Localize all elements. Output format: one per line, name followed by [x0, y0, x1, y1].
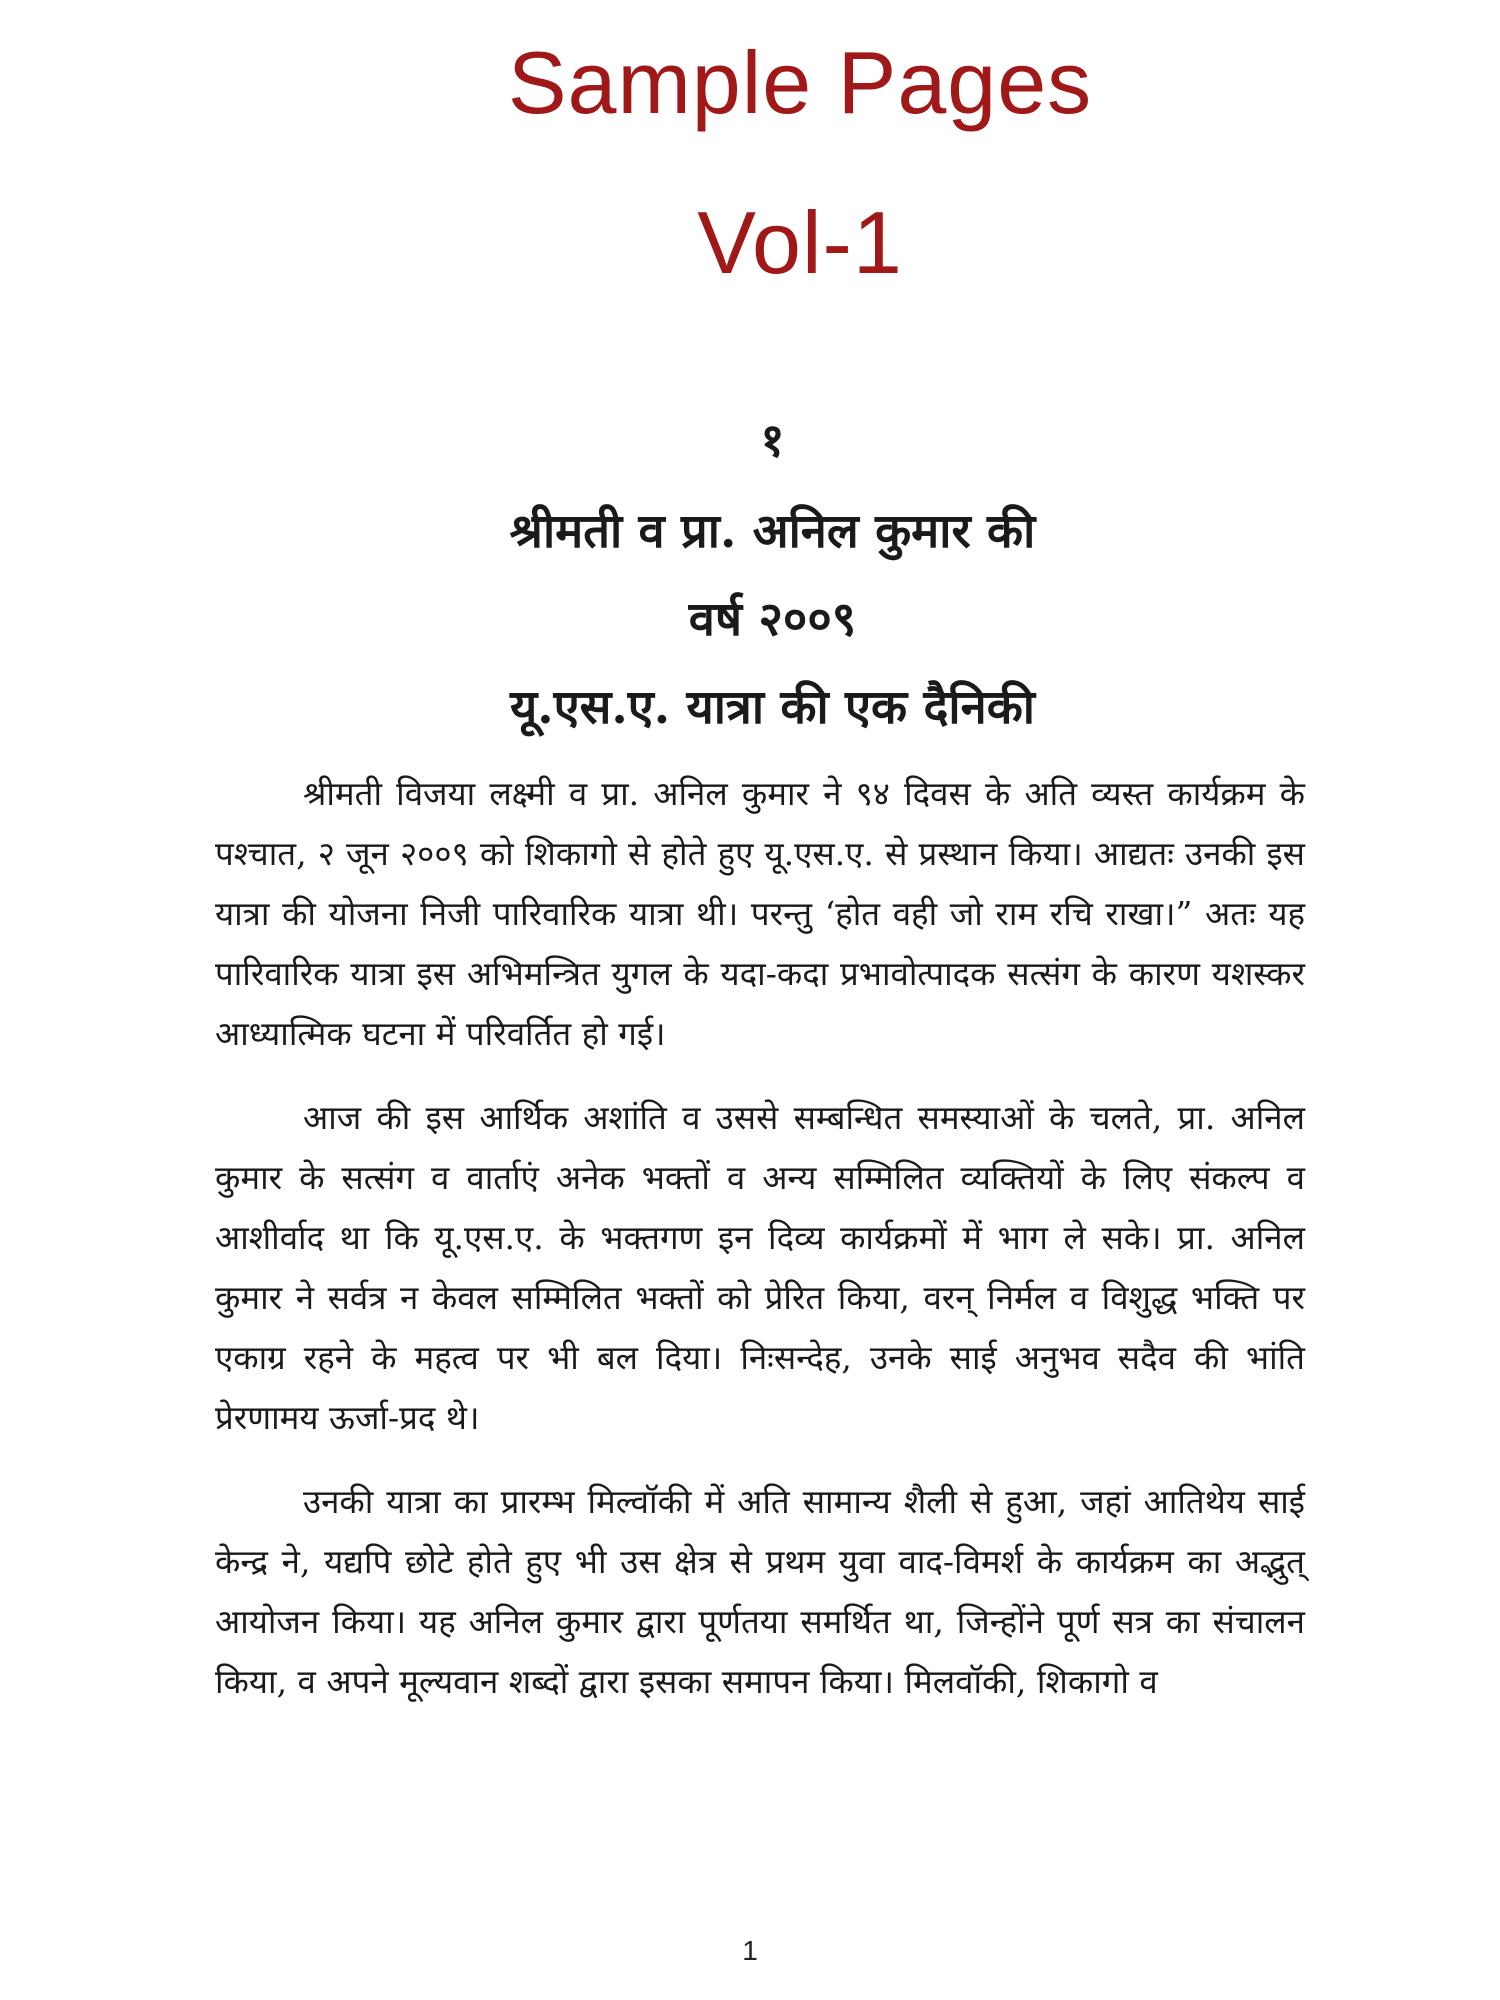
chapter-heading-line-3: यू.एस.ए. यात्रा की एक दैनिकी — [510, 680, 1035, 735]
chapter-number: १ — [760, 413, 785, 467]
sample-pages-title: Sample Pages — [507, 33, 1093, 132]
body-paragraph: श्रीमती विजया लक्ष्मी व प्रा. अनिल कुमार ने ९४ दिवस के अति व्यस्त कार्यक्रम के पश्चात, २ जून २००९ को शिकागो से होते हुए यू.एस.ए. से प्रस्थान किया। आद्यतः उनकी इस यात्रा की योजना निजी पारिवारिक यात्रा थी। परन्तु ‘होत वही जो राम रचि राखा।” अतः यह पारिवारिक यात्रा इस अभिमन्त्रित युगल के यदा-कदा प्रभावोत्पादक सत्संग के कारण यशस्कर आध्यात्मिक घटना में परिवर्तित हो गई। — [215, 774, 1305, 1053]
chapter-heading-line-2: वर्ष २००९ — [688, 592, 857, 647]
body-paragraph: आज की इस आर्थिक अशांति व उससे सम्बन्धित समस्याओं के चलते, प्रा. अनिल कुमार के सत्संग व वार्ताएं अनेक भक्तों व अन्य सम्मिलित व्यक्तियों के लिए संकल्प व आशीर्वाद था कि यू.एस.ए. के भक्तगण इन दिव्य कार्यक्रमों में भाग ले सके। प्रा. अनिल कुमार ने सर्वत्र न केवल सम्मिलित भक्तों को प्रेरित किया, वरन् निर्मल व विशुद्ध भक्ति पर एकाग्र रहने के महत्व पर भी बल दिया। निःसन्देह, उनके साई अनुभव सदैव की भांति प्रेरणामय ऊर्जा-प्रद थे। — [215, 1098, 1305, 1437]
chapter-heading-line-1: श्रीमती व प्रा. अनिल कुमार की — [509, 504, 1036, 559]
page-number: 1 — [742, 1935, 758, 1966]
volume-label: Vol-1 — [697, 193, 903, 292]
scanned-book-page — [205, 380, 1305, 1980]
body-paragraph: उनकी यात्रा का प्रारम्भ मिल्वॉकी में अति सामान्य शैली से हुआ, जहां आतिथेय साई केन्द्र ने, यद्यपि छोटे होते हुए भी उस क्षेत्र से प्रथम युवा वाद-विमर्श के कार्यक्रम का अद्भुत् आयोजन किया। यह अनिल कुमार द्वारा पूर्णतया समर्थित था, जिन्होंने पूर्ण सत्र का संचालन किया, व अपने मूल्यवान शब्दों द्वारा इसका समापन किया। मिलवॉकी, शिकागो व — [215, 1482, 1305, 1701]
